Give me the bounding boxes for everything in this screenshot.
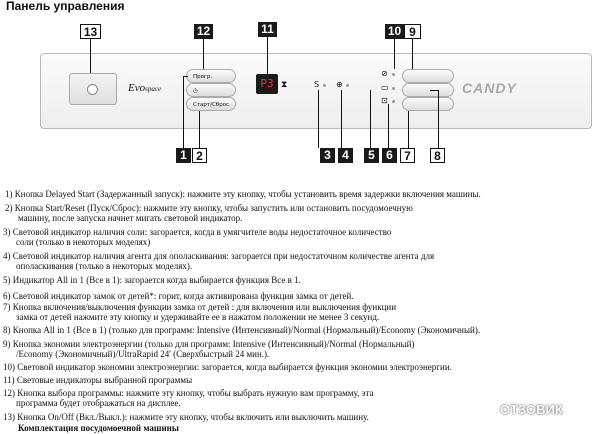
program-button[interactable]: Прогр. bbox=[186, 69, 236, 83]
desc-line: 9) Кнопка экономии электроэнергии (только для программ: Intensive (Интенсивный)/Normal (Нормальный) bbox=[3, 339, 415, 349]
desc-line: 12) Кнопка выбора программы: нажмите эту кнопку, чтобы выбрать нужную вам программу, эта bbox=[3, 388, 374, 398]
leader-line bbox=[267, 37, 268, 74]
desc-line: 5) Индикатор All in 1 (Все в 1): загорается когда выбирается функция Все в 1. bbox=[3, 275, 301, 285]
callout-6: 6 bbox=[382, 148, 397, 163]
leader-line bbox=[438, 90, 439, 148]
rinse-led bbox=[346, 84, 349, 87]
candy-logo: CANDY bbox=[462, 80, 517, 96]
leader-line bbox=[370, 90, 371, 148]
leader-line bbox=[183, 76, 188, 77]
callout-12: 12 bbox=[194, 24, 213, 39]
leader-line bbox=[90, 39, 91, 73]
callout-8: 8 bbox=[430, 148, 445, 163]
all-in-one-led bbox=[392, 87, 395, 90]
desc-line: /Economy (Экономичный)/UltraRapid 24' (Сверхбыстрый 24 мин.). bbox=[16, 349, 270, 359]
callout-1: 1 bbox=[176, 148, 191, 163]
desc-line: программа будет отображаться на дисплее. bbox=[16, 398, 181, 408]
callout-4: 4 bbox=[338, 148, 353, 163]
desc-line: 6) Световой индикатор замок от детей*: горит, когда активирована функция замка от детей. bbox=[3, 291, 354, 301]
leader-line bbox=[388, 104, 389, 148]
desc-line: ополаскивания (только в некоторых моделях). bbox=[16, 261, 193, 271]
desc-line: 4) Световой индикатор наличия агента для ополаскивания: загорается при недостаточном количестве агента для bbox=[3, 251, 435, 261]
desc-line: 1) Кнопка Delayed Start (Задержанный запуск): нажмите эту кнопку, чтобы установить время задержки включения машины. bbox=[5, 189, 481, 199]
page-title: Панель управления bbox=[6, 0, 125, 13]
salt-indicator-icon: S bbox=[314, 80, 320, 89]
child-lock-button[interactable] bbox=[402, 97, 454, 111]
clock-icon: ◷ bbox=[193, 88, 198, 94]
desc-line: 3) Световой индикатор наличия соли: загорается, когда в умягчителе воды недостаточное количество bbox=[3, 227, 392, 237]
program-display: P3 bbox=[256, 74, 278, 94]
leader-line bbox=[394, 39, 395, 69]
leader-line bbox=[408, 111, 409, 148]
desc-line: 2) Кнопка Start/Reset (Пуск/Сброс): нажмите эту кнопку, чтобы запустить или остановить посудомоечную bbox=[5, 203, 413, 213]
callout-9: 9 bbox=[404, 24, 421, 39]
callout-13: 13 bbox=[80, 24, 101, 39]
desc-line: 11) Световые индикаторы выбранной программы bbox=[3, 375, 193, 385]
energy-led bbox=[392, 73, 395, 76]
start-reset-button[interactable]: Старт/Сброс bbox=[186, 97, 236, 111]
leader-line bbox=[341, 90, 342, 148]
leader-line bbox=[199, 111, 200, 148]
desc-line: 13) Кнопка On/Off (Вкл./Выкл.): нажмите эту кнопку, чтобы включить или выключить машину. bbox=[3, 412, 369, 422]
energy-save-button[interactable] bbox=[402, 69, 454, 83]
leader-line bbox=[318, 90, 319, 148]
desc-line: соли (только в некоторых моделях) bbox=[16, 237, 151, 247]
callout-5: 5 bbox=[364, 148, 379, 163]
leader-line bbox=[203, 39, 204, 69]
desc-line: 10) Световой индикатор экономии электроэнергии: загорается, когда выбирается функция экономии электроэнергии. bbox=[3, 362, 452, 372]
callout-3: 3 bbox=[320, 148, 335, 163]
child-lock-icon: ⊡ bbox=[381, 96, 388, 105]
power-icon bbox=[87, 84, 98, 95]
callout-11: 11 bbox=[258, 22, 277, 37]
callout-10: 10 bbox=[385, 24, 404, 39]
callout-7: 7 bbox=[400, 148, 415, 163]
desc-heading: Комплектация посудомоечной машины bbox=[18, 423, 179, 433]
all-in-one-button[interactable] bbox=[402, 83, 454, 97]
leader-line bbox=[183, 76, 184, 148]
leader-line bbox=[430, 90, 439, 91]
leader-line bbox=[412, 39, 413, 69]
evo-space-logo: Evospace bbox=[128, 82, 162, 94]
desc-line: замка от детей нажмите эту кнопку и удерживайте ее в нажатом положении не менее 3 секунд. bbox=[16, 312, 380, 322]
delay-button[interactable] bbox=[186, 83, 236, 97]
desc-line: 8) Кнопка All in 1 (Все в 1) (только для программ: Intensive (Интенсивный)/Normal (Нормальный)/Economy (Экономичный). bbox=[3, 325, 481, 335]
child-lock-led bbox=[392, 100, 395, 103]
otzovik-watermark: ОТЗОВИК bbox=[500, 402, 563, 417]
desc-line: машину, после запуска начнет мигать световой индикатор. bbox=[18, 213, 243, 223]
desc-line: 7) Кнопка включения/выключения функции замка от детей : для включения или выключения функции bbox=[3, 302, 397, 312]
all-in-one-icon: ▭ bbox=[381, 83, 389, 92]
hourglass-icon: ⧗ bbox=[281, 79, 288, 89]
energy-save-icon: ⊘ bbox=[381, 69, 388, 78]
rinse-aid-icon: ⊕ bbox=[336, 80, 343, 89]
callout-2: 2 bbox=[192, 148, 207, 163]
salt-led bbox=[323, 84, 326, 87]
